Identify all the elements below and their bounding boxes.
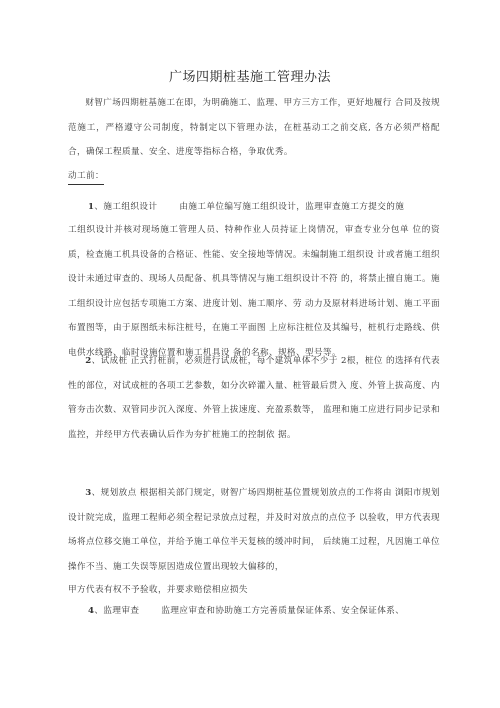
item-1-title: 、施工组织设计 (94, 202, 158, 212)
item-4-body: 监理应审查和协助施工方完善质量保证体系、安全保证体系、 (161, 606, 405, 616)
section-label-before-construction: 动工前： (68, 169, 104, 185)
item-3-paragraph (68, 481, 440, 579)
item-3-tail-line: 甲方代表有权不予验收，并要求赔偿相应损失 (68, 585, 248, 595)
intro-paragraph: 财智广场四期桩基施工在即，为明确施工、监理、甲方三方工作，更好地履行 合同及按规范施工，严格遵守公司制度，特制定以下管理办法，在桩基动工之前交底, 各方必须严格配合，确保工程质量、安全、进度等指标合格，争取优秀。 (68, 98, 440, 157)
item-1-body: 工组织设计并核对现场施工管理人员、特种作业人员持证上岗情况，审查专业分包单 位的资质，检查施工机具设备的合格证、性能、安全接地等情况。未编制施工组织设 计或者施工组织设计未通过审查的、现场人员配备、机具等情况与施工组织设计不符 的，将禁止擅自施工。施工组织设计应包括专项施工方案、进度计划、施工顺序、劳 动力及原材料进场计划、施工平面布置图等，由于原图纸未标注桩号，在施工平面图 上应标注桩位及其编号，桩机行走路线、供电供水线路、临时设施位置和施工机具设 备的名称、规格、型号等。 (68, 225, 440, 358)
item-3-number: 3 (85, 488, 92, 498)
item-2-title: 、试成桩 (91, 356, 128, 366)
item-4-title: 、监理审查 (94, 606, 140, 616)
item-1-number: 1 (88, 202, 95, 212)
item-3-body: 根据相关部门规定，财智广场四期桩基位置规划放点的工作将由 浏阳市规划设计院完成，监理工程师必须全程记录放点过程，并及时对放点的点位予 以验收，甲方代表现场将点位移交施工单位，并给予施工单位半天复核的缓冲时间， 后续施工过程，凡因施工单位操作不当、施工失误等原因造成位置出现较大偏移的， (68, 488, 440, 572)
item-4-number: 4 (88, 606, 95, 616)
item-2-number: 2 (85, 356, 92, 366)
item-2-paragraph (68, 349, 440, 447)
item-3-title: 、规划放点 (91, 488, 137, 498)
item-1-heading (88, 200, 404, 214)
item-1-lead: 由施工单位编写施工组织设计，监理审查施工方提交的施 (179, 202, 405, 212)
page-title: 广场四期桩基施工管理办法 (168, 70, 331, 85)
item-2-body: 正式打桩前，必须进行试成桩，每个建筑单体不少于 2根，桩位 的选择有代表性的部位，对试成桩的各项工艺参数，如分次碎灌入量、桩管最后贯入 度、外管上拔高度、内管夯击次数、双管同步沉入深度、外管上拔速度、充盈系数等， 监理和施工应进行同步记录和监控，并经甲方代表确认后作为夯扩桩施工的控制依 据。 (68, 356, 440, 440)
item-4-heading (88, 604, 404, 618)
